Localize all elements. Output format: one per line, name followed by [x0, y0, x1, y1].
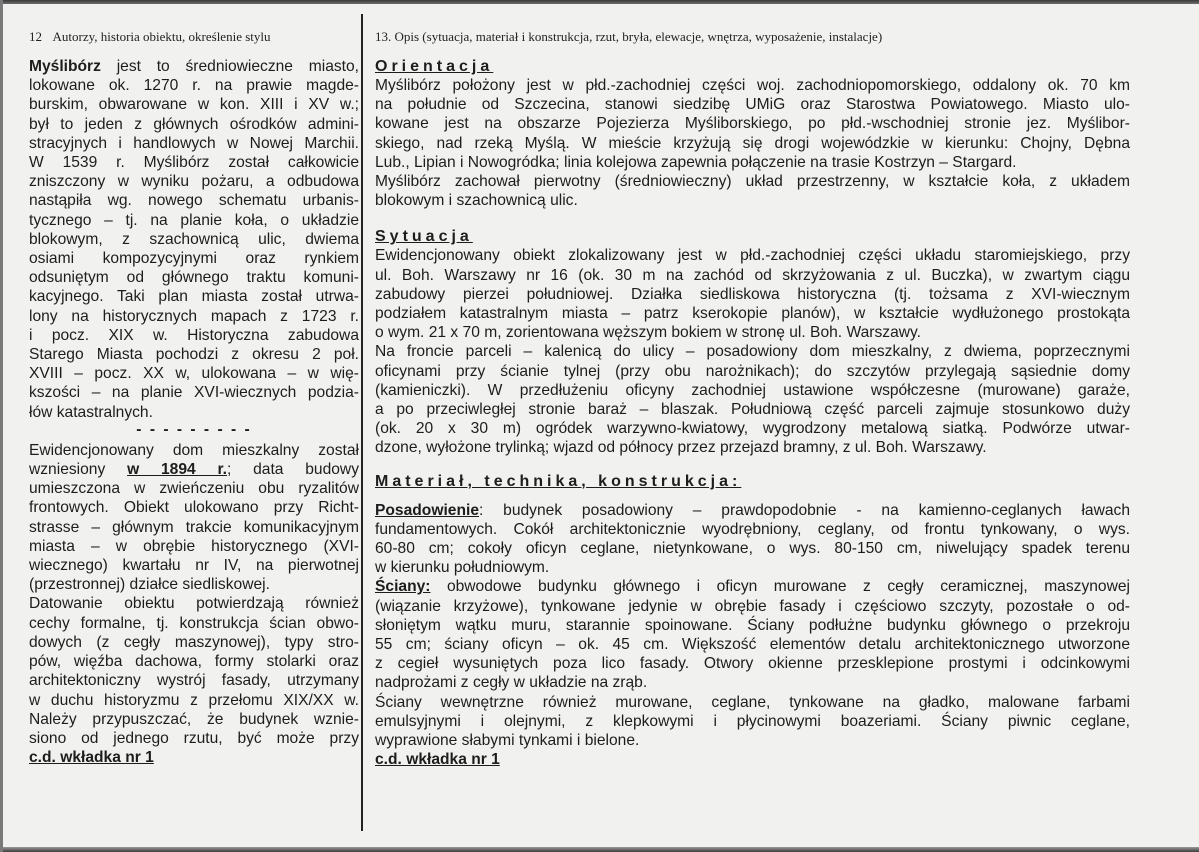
dating-line: dowych (z cegły maszynowej), typy stro-	[29, 633, 359, 651]
orientacja-line: na południe od Szczecina, stanowi siedzibę UMiG oraz Starostwa Powiatowego. Miasto ulo-	[375, 96, 1130, 114]
sytuacja-line: zabudowy pierzei południowej. Działka siedliskowa historyczna (tj. tożsama z XVI-wiecznym	[375, 285, 1130, 303]
posadowienie-line: 60-80 cm; cokoły oficyn ceglane, nietynkowane, o wys. 80-150 cm, niwelujący spadek terenu	[375, 540, 1130, 558]
sytuacja-line: o wym. 21 x 70 m, zorientowana węższym bokiem w stronę ul. Boh. Warszawy.	[375, 324, 921, 342]
sciany-line: (wiązanie krzyżowe), tynkowane jedynie w obrębie fasady i częściowo szczyty, pozostałe o od-	[375, 597, 1130, 615]
town-name: Myślibórz	[29, 58, 101, 75]
sytuacja-line: (ok. 20 x 30 m) ogródek warzywno-kwiatowy, wygrodzony metalową siatką. Podwórze utwar-	[375, 420, 1130, 438]
continuation-link[interactable]: c.d. wkładka nr 1	[375, 751, 500, 769]
intro-line: lony na historycznych mapach z 1723 r.	[29, 307, 359, 325]
orientacja-line: Myślibórz położony jest w płd.-zachodniej części woj. zachodniopomorskiego, oddalony ok. 70 km	[375, 77, 1130, 94]
separator: - - - - - - - - -	[136, 420, 252, 438]
orientacja-body	[375, 76, 1130, 210]
sciany-wewnetrzne-body	[375, 693, 1130, 751]
section-heading-material: Materiał, technika, konstrukcja:	[375, 472, 742, 490]
dating-line: Datowanie obiektu potwierdzają również	[29, 595, 359, 613]
sytuacja-line: a po przeciwległej stronie baraż – blaszak. Południową część parceli zajmuje stosunkowo duży	[375, 401, 1130, 419]
section-heading-sytuacja: Sytuacja	[375, 228, 473, 246]
intro-line: lokowane ok. 1270 r. na prawie magde-	[29, 77, 359, 95]
intro-line: kacyjnego. Taki plan miasta został utrwa-	[29, 288, 359, 306]
intro-line: stracyjnych i handlowych w Nowej Marchii.	[29, 134, 359, 152]
scan-edge-top	[0, 0, 1199, 4]
intro-line: łów katastralnych.	[29, 403, 153, 421]
construction-date: w 1894 r.	[127, 461, 227, 479]
intro-line: burskim, obwarowane w kon. XIII i XV w.;	[29, 96, 359, 114]
posadowienie-line: Posadowienie: budynek posadowiony – prawdopodobnie - na kamienno-ceglanych ławach	[375, 501, 1130, 519]
sytuacja-line: dzone, wyłożone trylinką; wjazd od północy przez przejazd bramny, z ul. Boh. Warszawy.	[375, 439, 987, 457]
posadowienie-line: fundamentowych. Cokół architektonicznie wyodrębniony, ceglany, od frontu tynkowany, o wys.	[375, 520, 1130, 538]
intro-line: nastąpiła wg. nowego schematu urbanis-	[29, 192, 359, 210]
sciany-wewnetrzne-line: wyprawione słabymi tynkami i bielone.	[375, 732, 640, 750]
dating-line: architektoniczny wystrój fasady, utrzymany	[29, 672, 359, 690]
sciany-wewnetrzne-line: emulsyjnymi i olejnymi, z klepkowymi i płycinowymi boazeriami. Ściany piwnic ceglane,	[375, 712, 1130, 730]
intro-line: Starego Miasta pochodzi z okresu 2 poł.	[29, 346, 359, 364]
section-number: 12	[29, 29, 42, 44]
intro-line: odsuniętym od głównego traktu komuni-	[29, 269, 359, 287]
sciany-line: z cegieł wysuniętych poza lico fasady. Otwory okienne przesklepione prostymi i odcinkowymi	[375, 655, 1130, 673]
intro-line: był to jeden z głównych ośrodków admini-	[29, 115, 359, 133]
building-line: umieszczona w zwieńczeniu obu ryzalitów	[29, 480, 359, 498]
dating-line: pów, więźba dachowa, formy stolarki oraz	[29, 653, 359, 671]
dating-line: w duchu historyzmu z przełomu XIX/XX w.	[29, 691, 359, 709]
building-info	[29, 441, 359, 595]
sciany-line: słoniętym wątku muru, starannie spoinowane. Ściany podłużne budynku głównego o przekroju	[375, 616, 1130, 634]
building-line: (przestronnej) działce siedliskowej.	[29, 576, 270, 594]
sciany-line: 55 cm; ściany oficyn – ok. 45 cm. Większość elementów detalu architektonicznego utworzone	[375, 636, 1130, 654]
sytuacja-line: Ewidencjonowany obiekt zlokalizowany jest w płd.-zachodniej części układu staromiejskiego, przy	[375, 247, 1130, 265]
orientacja-line: skiego, nad rzeką Myślą. W mieście krzyżują się drogi wojewódzkie w kierunku: Chojny, Dębna	[375, 134, 1130, 152]
orientacja-line: blokowym i szachownicą ulic.	[375, 192, 578, 210]
right-column	[375, 29, 1130, 770]
orientacja-line: Lub., Lipian i Nowogródka; linia kolejowa zapewnia połączenie na trasie Kostrzyn – Stargard.	[375, 153, 1017, 171]
posadowienie-label: Posadowienie	[375, 501, 479, 519]
section-title: Autorzy, historia obiektu, określenie stylu	[52, 29, 271, 44]
intro-line: kszości – na planie XVI-wiecznych podzia-	[29, 384, 359, 402]
building-line: frontowych. Obiekt ulokowano przy Richt-	[29, 499, 359, 517]
sytuacja-line: oficynami przy ścianie tylnej (przy obu narożnikach); do szczytów przylegają sąsiednie domy	[375, 362, 1130, 380]
building-line: miasta – w obrębie historycznego (XVI-	[29, 537, 359, 555]
dating-line: siono od jednego rzutu, być może przy	[29, 729, 359, 747]
sytuacja-line: Na froncie parceli – kalenicą do ulicy – posadowiony dom mieszkalny, z dwiema, poprzecznymi	[375, 343, 1130, 361]
right-column-header: 13. Opis (sytuacja, materiał i konstrukcja, rzut, bryła, elewacje, wnętrza, wyposażenie, instalacje)	[375, 29, 883, 44]
dating-line: cechy formalne, tj. konstrukcja ścian obwo-	[29, 614, 359, 632]
history-intro	[29, 57, 359, 422]
orientacja-line: kowane jest na obszarze Pojezierza Myśliborskiego, po płd.-wschodniej stronie jez. Myślibor-	[375, 115, 1130, 133]
sytuacja-body	[375, 246, 1130, 457]
sciany-label: Ściany:	[375, 578, 431, 596]
column-divider	[361, 14, 363, 831]
intro-line: XVIII – pocz. XX w, ulokowana – w wię-	[29, 365, 359, 383]
left-column	[29, 29, 359, 767]
building-line: wzniesiony w 1894 r.; data budowy	[29, 461, 359, 479]
intro-line: blokowym, z szachownicą ulic, dwiema	[29, 230, 359, 248]
sytuacja-line: ul. Boh. Warszawy nr 16 (ok. 30 m na zachód od skrzyżowania z ul. Buczka), w zwartym ciągu	[375, 266, 1130, 284]
dating-info	[29, 594, 359, 748]
intro-line: tycznego – tj. na planie koła, o układzie	[29, 211, 359, 229]
sytuacja-line: (kamieniczki). W przedłużeniu oficyny zachodniej ustawione współczesne (murowane) garaże,	[375, 381, 1130, 399]
left-column-header	[29, 29, 359, 45]
sciany-wewnetrzne-line: Ściany wewnętrzne również murowane, ceglane, tynkowane na gładko, malowane farbami	[375, 693, 1130, 711]
scan-edge-bottom	[0, 847, 1199, 852]
orientacja-line: Myślibórz zachował pierwotny (średniowieczny) układ przestrzenny, w kształcie koła, z układem	[375, 173, 1130, 191]
dating-line: Należy przypuszczać, że budynek wznie-	[29, 710, 359, 728]
building-line: strasse – głównym trakcie komunikacyjnym	[29, 518, 359, 536]
intro-line: zniszczony w wyniku pożaru, a odbudowa	[29, 173, 359, 191]
posadowienie-line: w kierunku południowym.	[375, 559, 550, 577]
sciany-line: nadprożami z cegły w układzie na zrąb.	[375, 674, 648, 692]
posadowienie-body	[375, 501, 1130, 578]
intro-line: i pocz. XIX w. Historyczna zabudowa	[29, 326, 359, 344]
continuation-link[interactable]: c.d. wkładka nr 1	[29, 749, 154, 767]
building-line: wiecznego) kwartału nr IV, na pierwotnej	[29, 557, 359, 575]
intro-line: W 1539 r. Myślibórz został całkowicie	[29, 154, 359, 172]
sciany-body	[375, 577, 1130, 692]
intro-line: Myślibórz jest to średniowieczne miasto,	[29, 58, 359, 75]
sytuacja-line: podziałem katastralnym miasta – patrz kserokopie planów), w kształcie wydłużonego prostokąta	[375, 305, 1130, 323]
intro-line: osiami kompozycyjnymi oraz rynkiem	[29, 250, 359, 268]
section-heading-orientacja: Orientacja	[375, 58, 494, 75]
scan-edge-left	[0, 0, 3, 852]
sciany-line: Ściany: obwodowe budynku głównego i oficyn murowane z cegły ceramicznej, maszynowej	[375, 578, 1130, 596]
building-line: Ewidencjonowany dom mieszkalny został	[29, 441, 359, 459]
